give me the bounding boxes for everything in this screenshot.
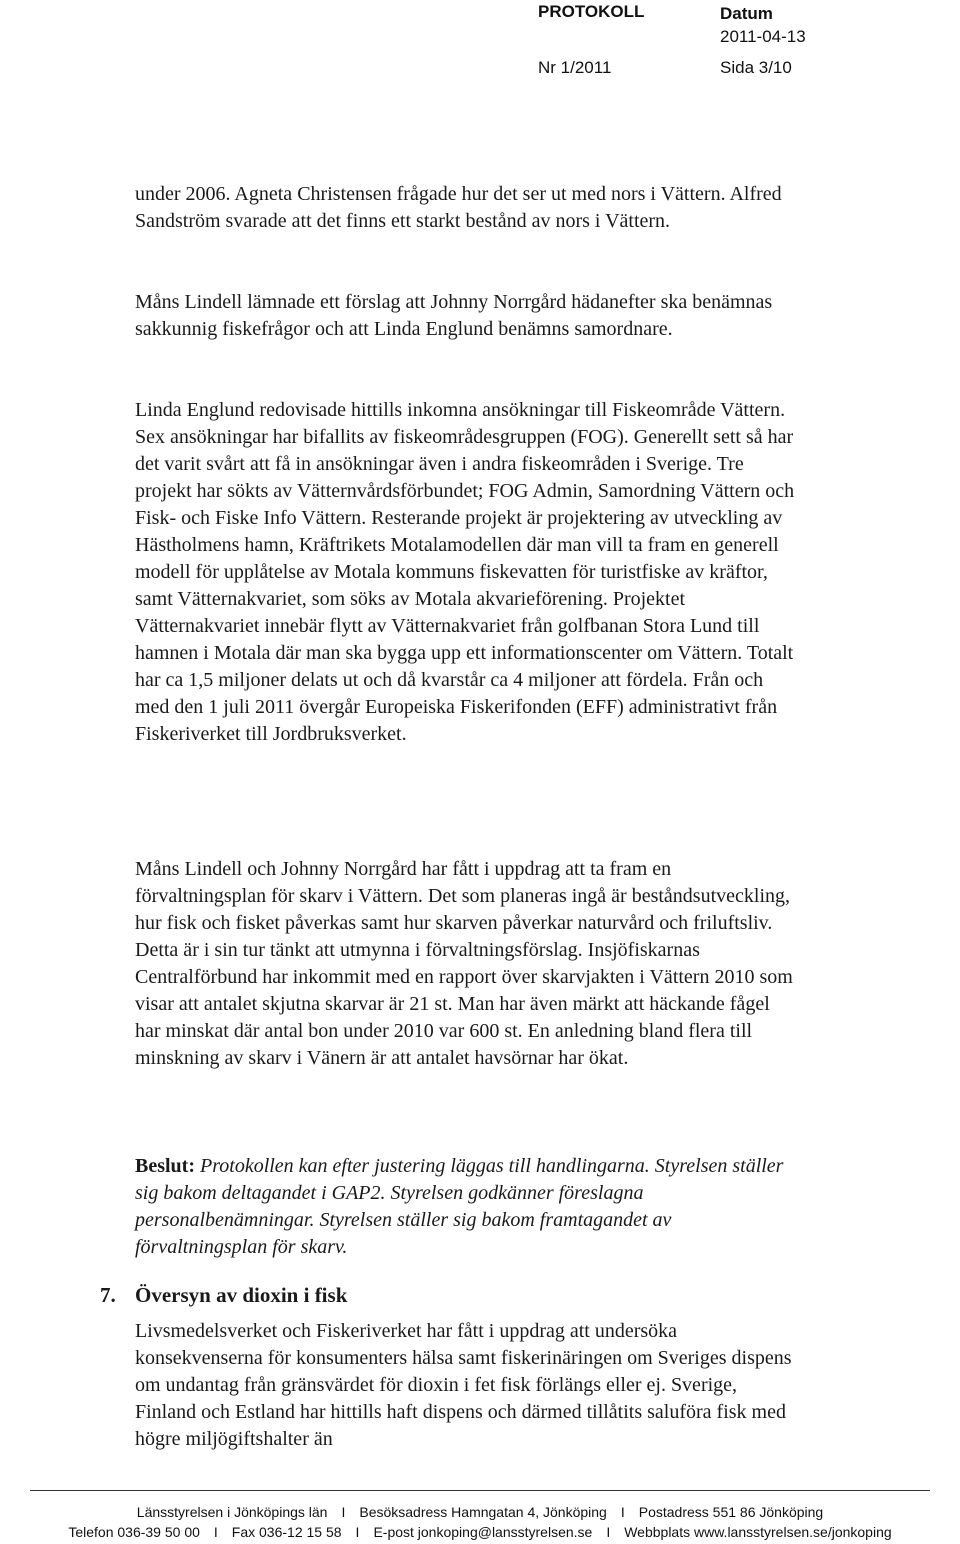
footer-divider	[30, 1490, 930, 1491]
decision	[135, 1153, 795, 1261]
decision-label: Beslut:	[135, 1155, 195, 1177]
paragraph-2: Måns Lindell lämnade ett förslag att Johnny Norrgård hädanefter ska benämnas sakkunnig fiskefrågor och att Linda Englund benämns samordnare.	[135, 291, 773, 340]
decision-text: Protokollen kan efter justering läggas till handlingarna. Styrelsen ställer sig bakom deltagandet i GAP2. Styrelsen godkänner föreslagna personalbenämningar. Styrelsen ställer sig bakom framtagandet av förvaltningsplan för skarv.	[135, 1155, 784, 1258]
date-label: Datum	[720, 4, 773, 23]
footer-line-1: Länsstyrelsen i Jönköpings län I Besöksadress Hamngatan 4, Jönköping I Postadress 551 86 Jönköping	[136, 1504, 824, 1520]
protocol-number: Nr 1/2011	[538, 58, 612, 77]
doc-type: PROTOKOLL	[538, 2, 645, 21]
paragraph-3: Linda Englund redovisade hittills inkomna ansökningar till Fiskeområde Vättern. Sex ansökningar har bifallits av fiskeområdesgruppen (FOG). Generellt sett så har det varit svårt att få in ansökningar även i andra fiskeområden i Sverige. Tre projekt har sökts av Vätternvårdsförbundet; FOG Admin, Samordning Vättern och Fisk- och Fiske Info Vättern. Resterande projekt är projektering av utveckling av Hästholmens hamn, Kräftrikets Motalamodellen där man vill ta fram en generell modell för upplåtelse av Motala kommuns fiskevatten för turistfiske av kräftor, samt Vätternakvariet, som söks av Motala akvarieförening. Projektet Vätternakvariet innebär flytt av Vätternakvariet från golfbanan Stora Lund till hamnen i Motala där man ska bygga upp ett informationscenter om Vättern. Totalt har ca 1,5 miljoner delats ut och då kvarstår ca 4 miljoner att fördela. Från och med den 1 juli 2011 övergår Europeiska Fiskerifonden (EFF) administrativt från Fiskeriverket till Jordbruksverket.	[135, 399, 795, 745]
section-text: Livsmedelsverket och Fiskeriverket har fått i uppdrag att undersöka konsekvenserna för konsumenters hälsa samt fiskerinäringen om Sveriges dispens om undantag från gränsvärdet för dioxin i fet fisk förlängs eller ej. Sverige, Finland och Estland har hittills haft dispens och därmed tillåtits saluföra fisk med högre miljögiftshalter än	[135, 1320, 792, 1450]
paragraph-1: under 2006. Agneta Christensen frågade hur det ser ut med nors i Vättern. Alfred Sandström svarade att det finns ett starkt bestånd av nors i Vättern.	[135, 183, 782, 232]
page-number: Sida 3/10	[720, 58, 792, 77]
date-value: 2011-04-13	[720, 27, 806, 46]
paragraph-4: Måns Lindell och Johnny Norrgård har fått i uppdrag att ta fram en förvaltningsplan för skarv i Vättern. Det som planeras ingå är beståndsutveckling, hur fisk och fisket påverkas samt hur skarven påverkar naturvård och friluftsliv. Detta är i sin tur tänkt att utmynna i förvaltningsförslag. Insjöfiskarnas Centralförbund har inkommit med en rapport över skarvjakten i Vättern 2010 som visar att antalet skjutna skarvar är 21 st. Man har även märkt att häckande fågel har minskat där antal bon under 2010 var 600 st. En anledning bland flera till minskning av skarv i Vänern är att antalet havsörnar har ökat.	[135, 858, 793, 1069]
section-heading	[100, 1283, 347, 1308]
section-number: 7.	[100, 1283, 116, 1307]
section-title: Översyn av dioxin i fisk	[135, 1283, 348, 1307]
footer-line-2: Telefon 036-39 50 00 I Fax 036-12 15 58 I E-post jonkoping@lansstyrelsen.se I Webbplats www.lansstyrelsen.se/jonkoping	[68, 1524, 892, 1540]
